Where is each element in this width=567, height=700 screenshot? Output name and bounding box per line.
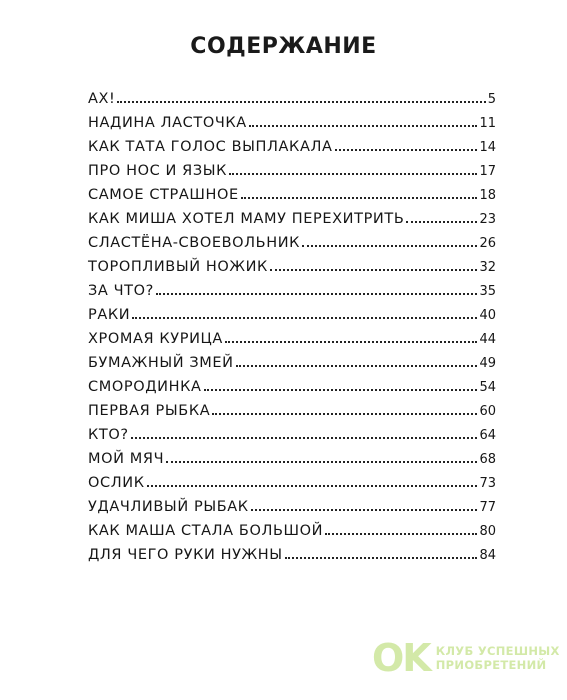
toc-leader-dots [236,365,478,367]
toc-entry-title: КАК МИША ХОТЕЛ МАМУ ПЕРЕХИТРИТЬ [88,211,405,227]
toc-entry [88,87,496,111]
toc-leader-dots [229,173,477,175]
toc-entry-page: 73 [479,476,496,491]
toc-entry [88,303,496,327]
toc-entry-page: 5 [487,92,496,107]
toc-leader-dots [325,533,477,535]
toc-entry [88,255,496,279]
toc-entry-title: ЗА ЧТО? [88,283,154,299]
toc-leader-dots [117,101,485,103]
toc-entry [88,423,496,447]
toc-leader-dots [132,317,477,319]
toc-leader-dots [249,125,478,127]
toc-entry-title: ПРО НОС И ЯЗЫК [88,163,228,179]
table-of-contents [88,87,496,567]
toc-entry-page: 11 [479,116,496,131]
toc-leader-dots [406,221,477,223]
toc-leader-dots [131,437,478,439]
page-title: СОДЕРЖАНИЕ [190,34,377,59]
toc-entry-page: 18 [479,188,496,203]
toc-entry-title: НАДИНА ЛАСТОЧКА [88,115,247,131]
toc-entry-page: 17 [479,164,496,179]
ok-logo-icon: OK [372,636,430,680]
toc-entry-title: КАК ТАТА ГОЛОС ВЫПЛАКАЛА [88,139,333,155]
toc-entry [88,375,496,399]
toc-entry [88,279,496,303]
toc-entry-page: 77 [479,500,496,515]
toc-leader-dots [212,413,477,415]
toc-leader-dots [147,485,478,487]
toc-entry-title: СЛАСТЁНА-СВОЕВОЛЬНИК [88,235,301,251]
toc-entry-title: ХРОМАЯ КУРИЦА [88,331,223,347]
toc-entry-page: 54 [479,380,496,395]
toc-entry-title: БУМАЖНЫЙ ЗМЕЙ [88,355,234,371]
toc-entry-title: ПЕРВАЯ РЫБКА [88,403,211,419]
toc-entry-page: 40 [479,308,496,323]
watermark-line-1: КЛУБ УСПЕШНЫХ [435,644,560,658]
toc-entry-title: ОСЛИК [88,475,145,491]
toc-entry [88,543,496,567]
toc-entry-title: САМОЕ СТРАШНОЕ [88,187,239,203]
toc-entry-page: 44 [479,332,496,347]
toc-entry-page: 68 [479,452,496,467]
toc-entry-page: 64 [479,428,496,443]
toc-entry [88,327,496,351]
toc-entry [88,351,496,375]
toc-leader-dots [285,557,478,559]
toc-entry-title: ТОРОПЛИВЫЙ НОЖИК [88,259,268,275]
toc-leader-dots [225,341,478,343]
toc-entry-title: КАК МАША СТАЛА БОЛЬШОЙ [88,523,324,539]
toc-entry [88,231,496,255]
watermark-line-2: ПРИОБРЕТЕНИЙ [435,658,547,672]
toc-leader-dots [166,461,477,463]
toc-entry [88,519,496,543]
toc-entry [88,447,496,471]
toc-entry-title: КТО? [88,427,129,443]
toc-entry-page: 35 [479,284,496,299]
toc-leader-dots [251,509,478,511]
toc-entry [88,135,496,159]
toc-entry-title: ДЛЯ ЧЕГО РУКИ НУЖНЫ [88,547,283,563]
toc-leader-dots [335,149,478,151]
toc-entry-page: 60 [479,404,496,419]
toc-entry [88,159,496,183]
toc-leader-dots [302,245,477,247]
toc-entry [88,111,496,135]
toc-leader-dots [156,293,478,295]
toc-entry-title: АХ! [88,91,116,107]
toc-entry-page: 23 [479,212,496,227]
toc-entry-page: 32 [479,260,496,275]
toc-entry [88,183,496,207]
toc-leader-dots [241,197,478,199]
toc-entry-title: РАКИ [88,307,131,323]
toc-entry-page: 84 [479,548,496,563]
toc-entry [88,207,496,231]
toc-entry-page: 80 [479,524,496,539]
toc-entry [88,495,496,519]
toc-entry [88,399,496,423]
watermark-text [436,644,560,672]
toc-leader-dots [270,269,477,271]
toc-entry [88,471,496,495]
toc-entry-page: 49 [479,356,496,371]
watermark-logo [372,638,560,678]
toc-leader-dots [204,389,478,391]
toc-entry-page: 14 [479,140,496,155]
toc-entry-page: 26 [479,236,496,251]
toc-entry-title: СМОРОДИНКА [88,379,202,395]
toc-entry-title: УДАЧЛИВЫЙ РЫБАК [88,499,249,515]
toc-entry-title: МОЙ МЯЧ [88,451,165,467]
